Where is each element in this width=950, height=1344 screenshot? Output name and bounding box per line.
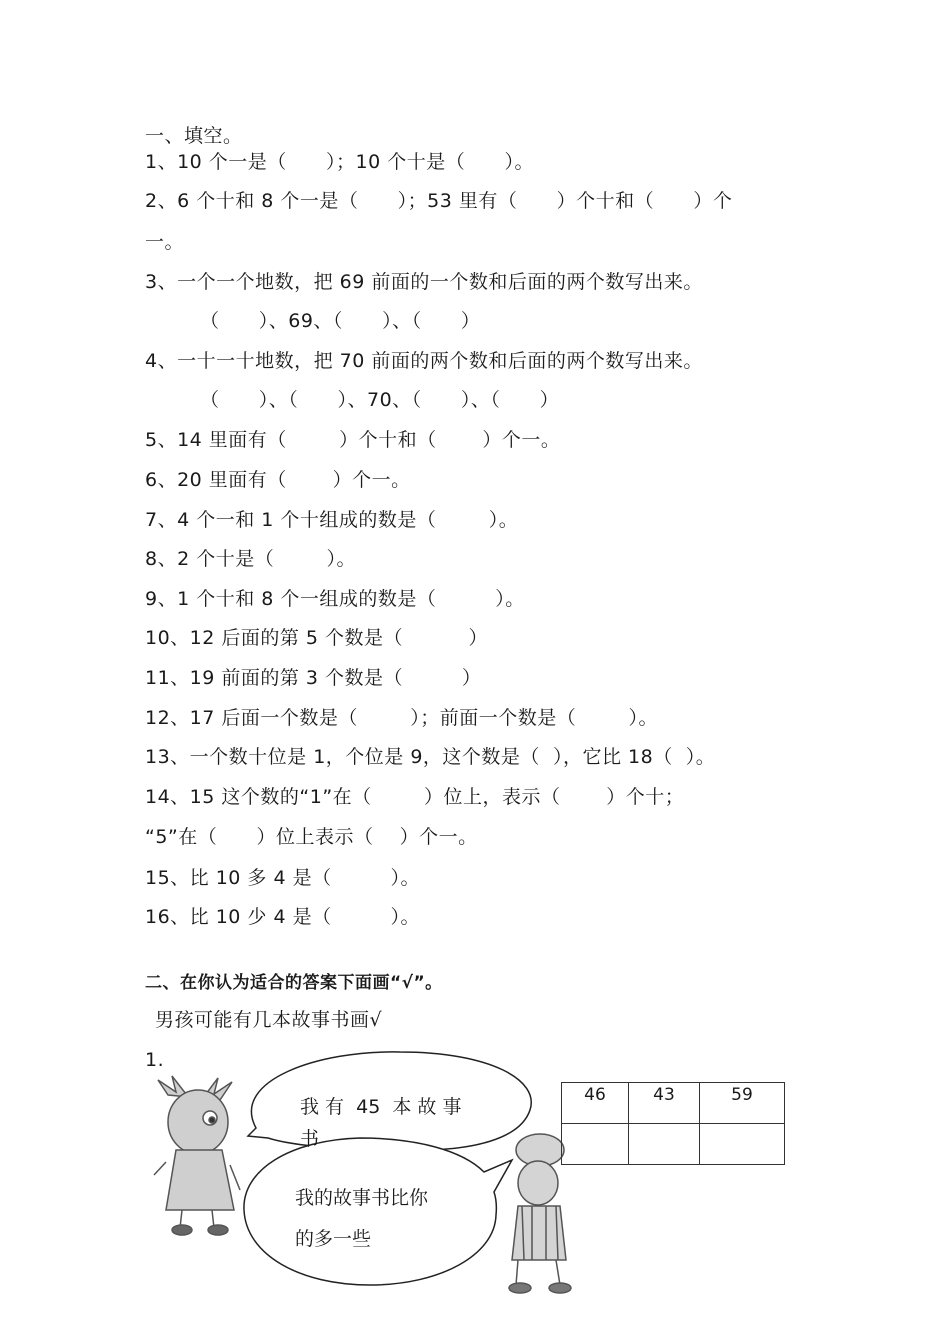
girl-figure (154, 1076, 240, 1235)
answer-check-row (562, 1124, 785, 1165)
check-cell-46[interactable] (562, 1124, 629, 1165)
question-3: 3、一个一个地数，把 69 前面的一个数和后面的两个数写出来。 (145, 271, 703, 293)
question-6: 6、20 里面有（ ）个一。 (145, 469, 411, 491)
question-8: 8、2 个十是（ ）。 (145, 548, 357, 570)
option-59: 59 (700, 1083, 785, 1124)
section2-title: 二、在你认为适合的答案下面画“√”。 (145, 973, 443, 993)
answer-table (561, 1082, 785, 1165)
boy-bubble-text-line2: 的多一些 (295, 1228, 372, 1250)
question-2: 2、6 个十和 8 个一是（ ）；53 里有（ ）个十和（ ）个 (145, 190, 733, 212)
question-4: 4、一十一十地数，把 70 前面的两个数和后面的两个数写出来。 (145, 350, 703, 372)
question-13: 13、一个数十位是 1，个位是 9，这个数是（ ），它比 18（ ）。 (145, 746, 716, 768)
answer-options-row (562, 1083, 785, 1124)
option-46: 46 (562, 1083, 629, 1124)
option-43: 43 (629, 1083, 700, 1124)
boy-bubble-text-line1: 我的故事书比你 (295, 1187, 429, 1209)
question-10: 10、12 后面的第 5 个数是（ ） (145, 627, 488, 649)
question-7: 7、4 个一和 1 个十组成的数是（ ）。 (145, 509, 519, 531)
question-9: 9、1 个十和 8 个一组成的数是（ ）。 (145, 588, 525, 610)
question-3-answer-row: （ ）、69、（ ）、（ ） (200, 310, 481, 332)
question-1: 1、10 个一是（ ）；10 个十是（ ）。 (145, 151, 534, 173)
girl-bubble-text-line1: 我 有 45 本 故 事 (300, 1096, 462, 1118)
question-15: 15、比 10 多 4 是（ ）。 (145, 867, 420, 889)
question-4-answer-row: （ ）、（ ）、70、（ ）、（ ） (200, 389, 560, 411)
question-2-continued: 一。 (145, 231, 185, 253)
item-number: 1. (145, 1049, 165, 1071)
section1-title: 一、填空。 (145, 125, 243, 147)
check-cell-59[interactable] (700, 1124, 785, 1165)
question-16: 16、比 10 少 4 是（ ）。 (145, 906, 420, 928)
question-11: 11、19 前面的第 3 个数是（ ） (145, 667, 482, 689)
question-14-continued: “5”在（ ）位上表示（ ）个一。 (145, 826, 478, 848)
question-12: 12、17 后面一个数是（ ）；前面一个数是（ ）。 (145, 707, 659, 729)
boy-speech-bubble (244, 1138, 512, 1285)
girl-bubble-text-line2 (300, 1124, 319, 1138)
section2-prompt: 男孩可能有几本故事书画√ (155, 1009, 383, 1031)
question-14: 14、15 这个数的“1”在（ ）位上，表示（ ）个十； (145, 786, 685, 808)
check-cell-43[interactable] (629, 1124, 700, 1165)
question-5: 5、14 里面有（ ）个十和（ ）个一。 (145, 429, 561, 451)
